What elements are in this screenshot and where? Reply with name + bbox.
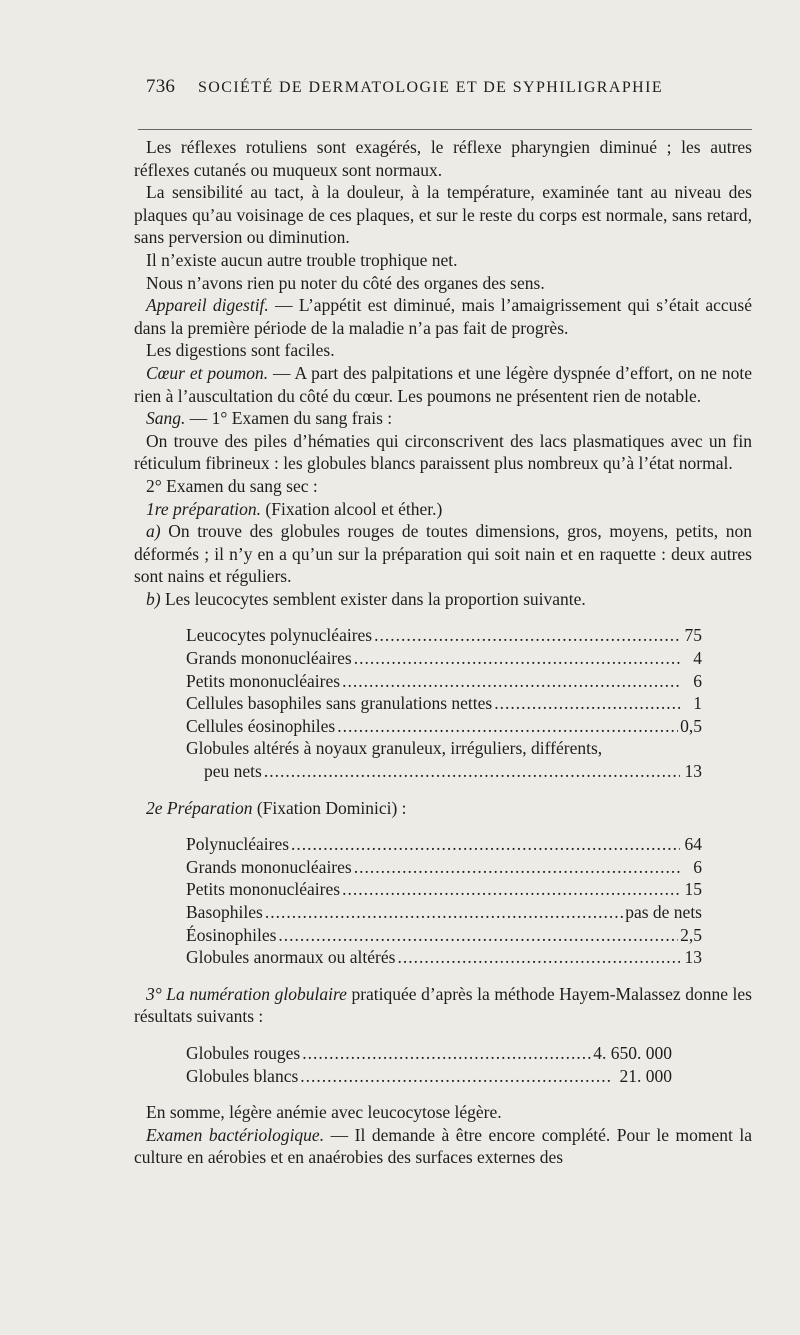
numeration-head: 3° La numération globulaire <box>146 983 347 1004</box>
table-row: Polynucléaires ..... 64 <box>186 833 702 856</box>
paragraph-senses: Nous n’avons rien pu noter du côté des organes des sens. <box>146 272 545 293</box>
paragraph-sensibility: La sensibilité au tact, à la douleur, à la température, examinée tant au niveau des plaques qu’au voisinage de ces plaques, et sur le reste du corps est normale, sans retard, sans perversion ou diminution. <box>134 182 752 248</box>
paragraph-b: b) Les leucocytes semblent exister dans la proportion suivante. <box>146 588 586 609</box>
leucocyte-table-1 <box>186 624 702 782</box>
globule-count-table <box>186 1042 672 1087</box>
table-row: Petits mononucléaires ..... 15 <box>186 878 702 901</box>
paragraph-a: a) On trouve des globules rouges de toutes dimensions, gros, moyens, petits, non déformés ; il n’y en a qu’un sur la préparation qui soit nain et en raquette : deux autres sont nains et réguliers. <box>134 521 752 587</box>
prep2-head: 2e Préparation <box>146 797 253 818</box>
table-row: Globules anormaux ou altérés ..... 13 <box>186 946 702 969</box>
table-row: Petits mononucléaires ..... 6 <box>186 670 702 693</box>
table-row: Grands mononucléaires ..... 6 <box>186 856 702 879</box>
paragraph-summary: En somme, légère anémie avec leucocytose légère. <box>146 1102 502 1123</box>
paragraph-fresh-blood: On trouve des piles d’hématies qui circonscrivent des lacs plasmatiques avec un fin réticulum fibrineux : les globules blancs paraissent plus nombreux qu’à l’état normal. <box>134 430 752 474</box>
paragraph-bacteriology: Examen bactériologique. — Il demande à être encore complété. Pour le moment la culture en aérobies et en anaérobies des surfaces externes des <box>134 1124 752 1168</box>
table-row: peu nets ..... 13 <box>186 760 702 783</box>
table-row: Globules blancs ..... 21. 000 <box>186 1065 672 1088</box>
paragraph-digestions: Les digestions sont faciles. <box>146 340 335 361</box>
paragraph-trophic: Il n’existe aucun autre trouble trophique net. <box>146 249 458 270</box>
running-head <box>146 76 756 104</box>
body-text <box>134 136 752 1169</box>
table-row: Leucocytes polynucléaires ..... 75 <box>186 624 702 647</box>
paragraph-dry-blood: 2° Examen du sang sec : <box>146 475 318 496</box>
paragraph-heart-lungs: Cœur et poumon. — A part des palpitations et une légère dyspnée d’effort, on ne note rien à l’auscultation du côté du cœur. Les poumons ne présentent rien de notable. <box>134 362 752 406</box>
page-number: 736 <box>146 76 176 97</box>
paragraph-prep2: 2e Préparation (Fixation Dominici) : <box>146 797 407 818</box>
section-head-digestive: Appareil digestif. <box>146 295 269 316</box>
table-row: Cellules éosinophiles ..... 0,5 <box>186 715 702 738</box>
leucocyte-table-2 <box>186 833 702 969</box>
table-row: Grands mononucléaires ..... 4 <box>186 647 702 670</box>
section-head-bacteriology: Examen bactériologique. <box>146 1124 325 1145</box>
section-head-heart: Cœur et poumon. <box>146 362 269 383</box>
table-row: Cellules basophiles sans granulations nettes ..... 1 <box>186 692 702 715</box>
header-rule <box>138 129 752 130</box>
section-head-blood: Sang. <box>146 408 186 429</box>
table-row: Globules altérés à noyaux granuleux, irréguliers, différents, <box>186 738 603 759</box>
prep1-head: 1re préparation. <box>146 498 262 519</box>
table-row: Éosinophiles ..... 2,5 <box>186 924 702 947</box>
running-title: SOCIÉTÉ DE DERMATOLOGIE ET DE SYPHILIGRAPHIE <box>198 79 663 96</box>
table-row: Basophiles ..... pas de nets <box>186 901 702 924</box>
paragraph-numeration: 3° La numération globulaire pratiquée d’après la méthode Hayem-Malassez donne les résultats suivants : <box>134 983 752 1027</box>
table-row: Globules rouges ..... 4. 650. 000 <box>186 1042 672 1065</box>
paragraph-reflexes: Les réflexes rotuliens sont exagérés, le réflexe pharyngien diminué ; les autres réflexes cutanés ou muqueux sont normaux. <box>134 137 752 180</box>
paragraph-digestive: Appareil digestif. — L’appétit est diminué, mais l’amaigrissement qui s’était accusé dans la première période de la maladie n’a pas fait de progrès. <box>134 295 752 338</box>
paragraph-blood: Sang. — 1° Examen du sang frais : <box>146 408 393 429</box>
paragraph-prep1: 1re préparation. (Fixation alcool et éther.) <box>146 498 443 519</box>
